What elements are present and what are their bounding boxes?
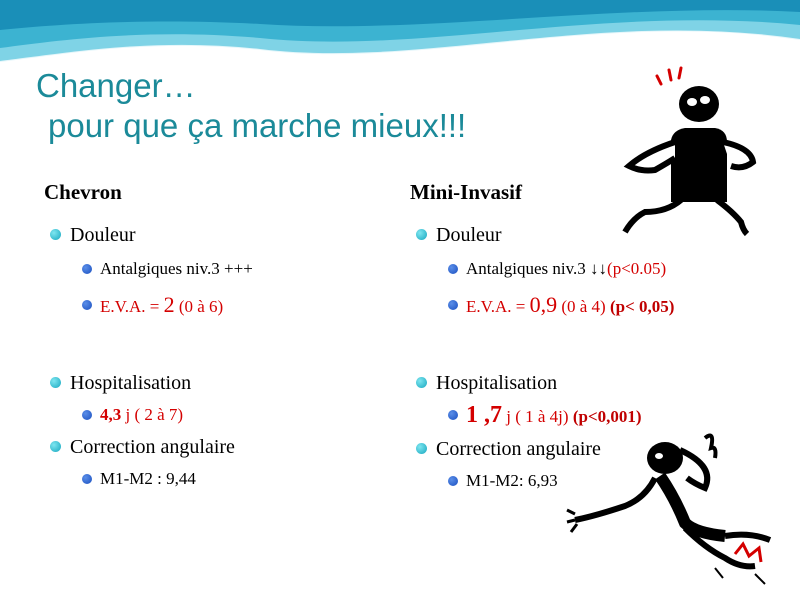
hosp-value: 1 ,7 xyxy=(466,402,502,428)
item-label: Correction angulaire xyxy=(436,438,601,460)
bullet-icon xyxy=(50,377,61,388)
eva-label: E.V.A. = xyxy=(466,297,530,316)
hosp-range: j ( 1 à 4j) xyxy=(502,407,573,426)
list-item-hosp-duration xyxy=(414,404,774,428)
left-column xyxy=(48,222,408,490)
bullet-icon xyxy=(448,410,458,420)
p-value: (p<0,001) xyxy=(572,407,642,426)
bullet-icon xyxy=(82,474,92,484)
bullet-icon xyxy=(448,300,458,310)
list-item-antalgiques xyxy=(414,258,774,280)
hosp-range: j ( 2 à 7) xyxy=(121,405,184,424)
eva-value: 2 xyxy=(163,292,175,317)
list-item-douleur xyxy=(48,222,408,248)
falling-figure-illustration xyxy=(565,428,785,593)
bullet-icon xyxy=(416,377,427,388)
eva-value: 0,9 xyxy=(529,292,558,317)
eva-range: (0 à 6) xyxy=(174,297,224,316)
list-item-antalgiques xyxy=(48,258,408,280)
item-label: Hospitalisation xyxy=(70,372,192,394)
column-heading-mini-invasif: Mini-Invasif xyxy=(410,180,523,204)
bullet-icon xyxy=(416,229,427,240)
item-label: Douleur xyxy=(70,224,136,246)
item-label: Hospitalisation xyxy=(436,372,558,394)
title-line-2: pour que ça marche mieux!!! xyxy=(48,107,467,144)
item-label: Douleur xyxy=(436,224,502,246)
title-line-1: Changer… xyxy=(36,67,196,104)
down-arrows-icon: ↓↓ xyxy=(590,259,608,278)
item-label: M1-M2: 6,93 xyxy=(466,471,558,490)
bullet-icon xyxy=(50,229,61,240)
eva-range: (0 à 4) xyxy=(557,297,610,316)
column-heading-chevron: Chevron xyxy=(44,180,122,204)
slide-title xyxy=(36,66,466,146)
item-label: Antalgiques niv.3 xyxy=(466,259,591,278)
bullet-icon xyxy=(448,264,458,274)
bullet-icon xyxy=(82,264,92,274)
bullet-icon xyxy=(416,443,427,454)
list-item-eva xyxy=(414,294,774,318)
list-item-hospitalisation xyxy=(414,370,774,396)
list-item-correction xyxy=(48,434,408,460)
bullet-icon xyxy=(50,441,61,452)
angry-figure-illustration xyxy=(615,62,775,242)
bullet-icon xyxy=(82,410,92,420)
hosp-value: 4,3 xyxy=(100,405,122,424)
list-item-m1m2 xyxy=(48,468,408,490)
list-item-hosp-duration xyxy=(48,404,408,426)
bullet-icon xyxy=(82,300,92,310)
item-label: M1-M2 : 9,44 xyxy=(100,469,196,488)
list-item-eva xyxy=(48,294,408,318)
item-label: Correction angulaire xyxy=(70,436,235,458)
p-value: (p< 0,05) xyxy=(609,297,675,316)
list-item-hospitalisation xyxy=(48,370,408,396)
eva-label: E.V.A. = xyxy=(100,297,164,316)
bullet-icon xyxy=(448,476,458,486)
p-value: (p<0.05) xyxy=(607,259,667,278)
item-label: Antalgiques niv.3 +++ xyxy=(100,259,253,278)
